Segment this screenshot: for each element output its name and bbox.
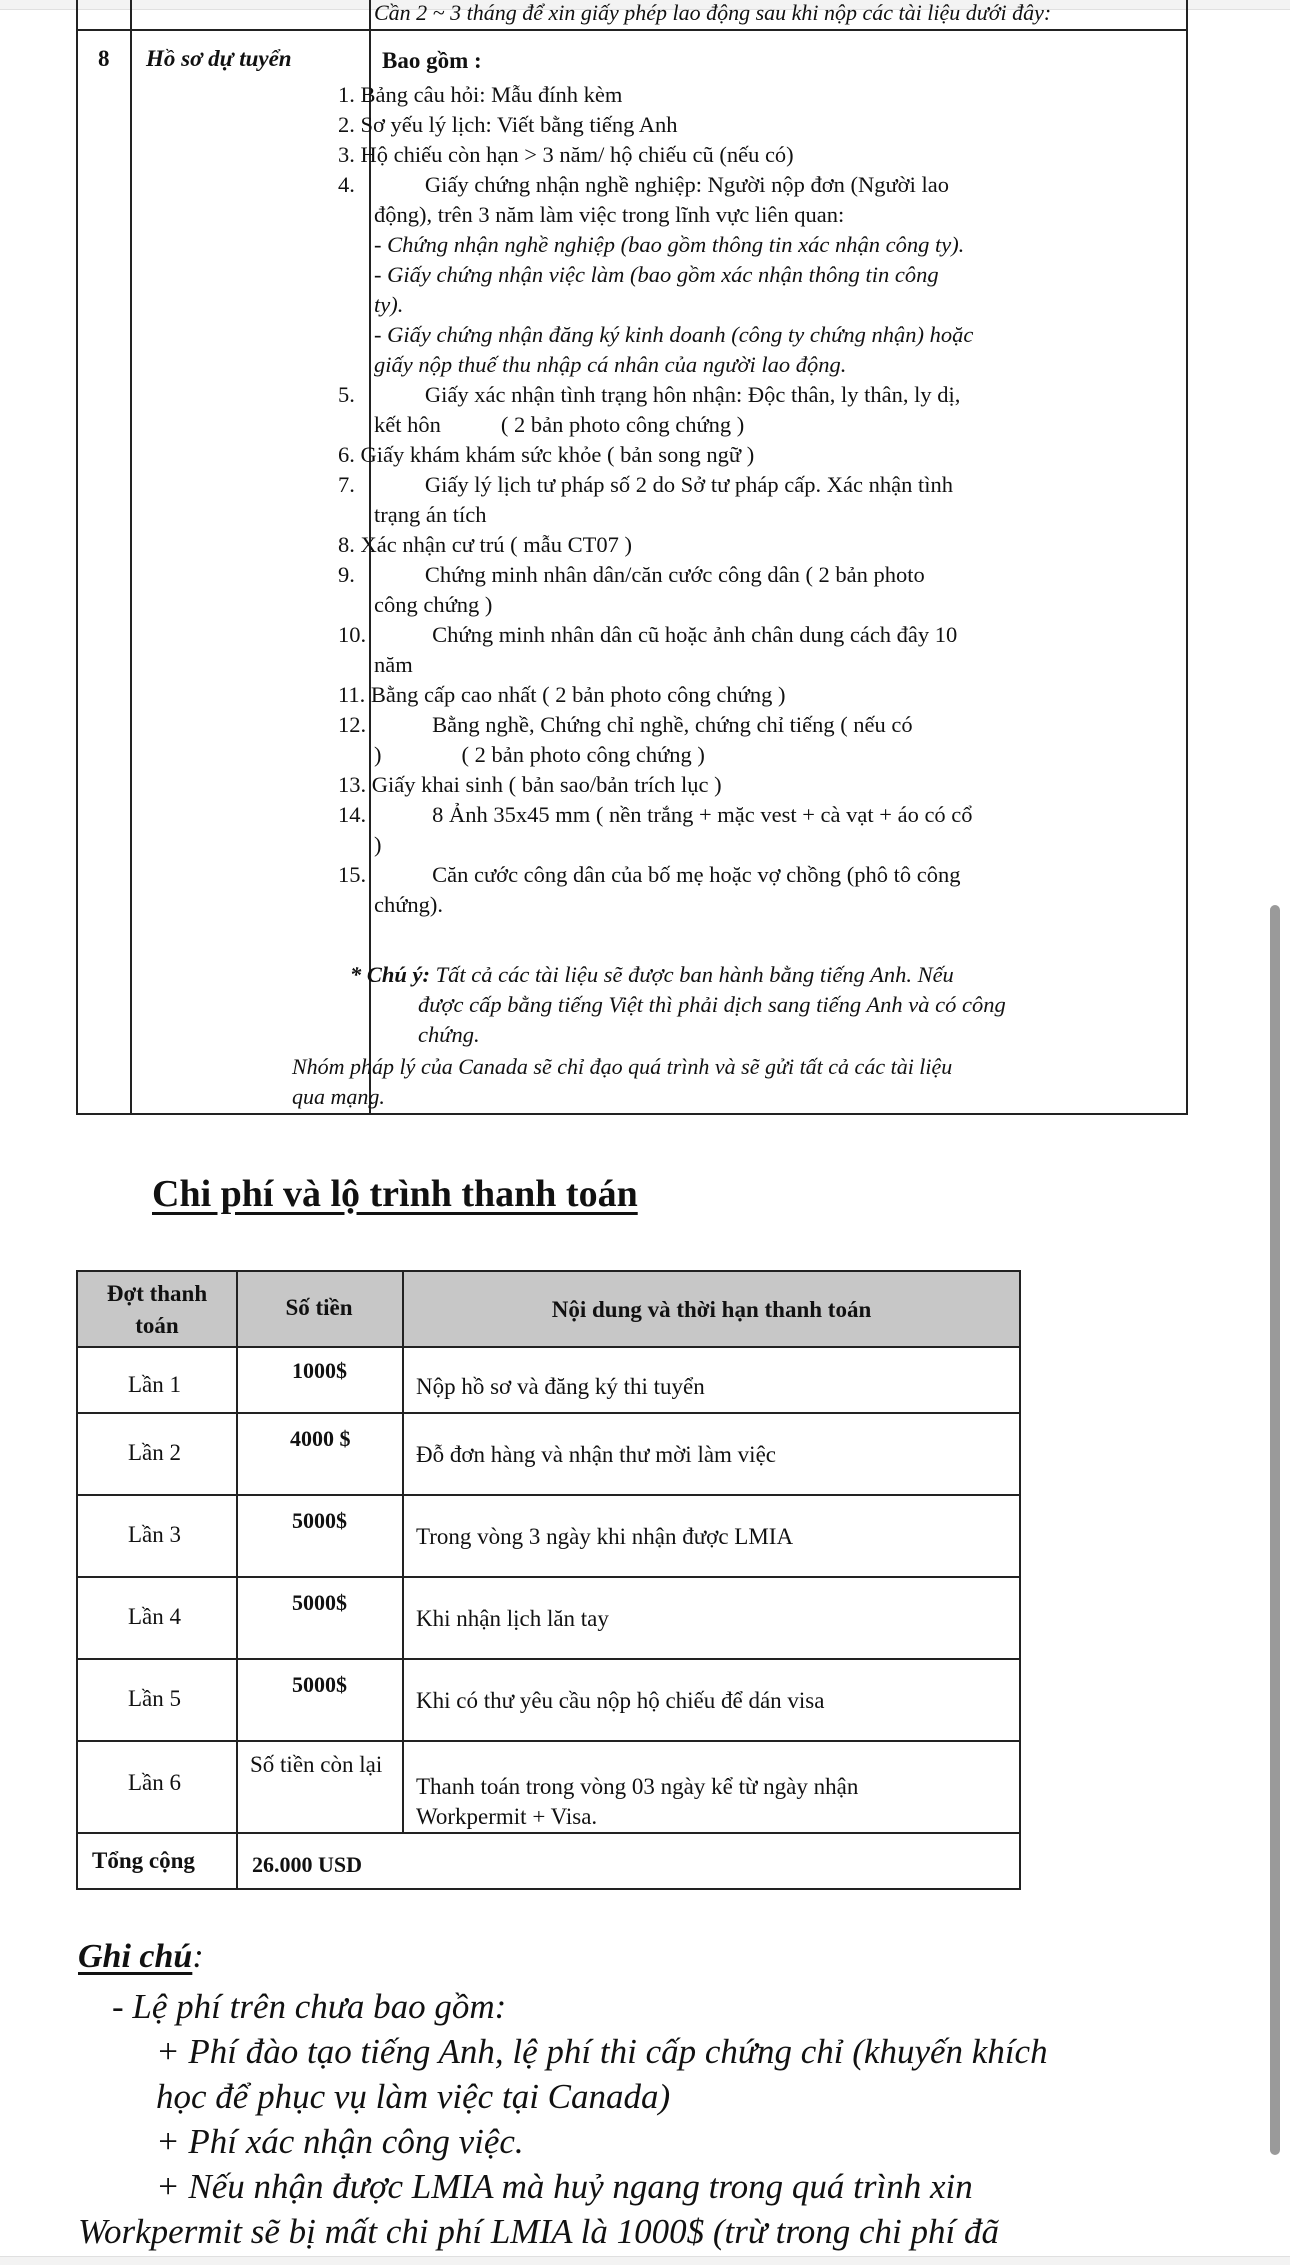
item-text: Giấy lý lịch tư pháp số 2 do Sở tư pháp cấp. Xác nhận tình	[424, 472, 953, 497]
total-label: Tổng cộng	[92, 1848, 195, 1873]
list-item-cont: )	[374, 832, 382, 857]
amount-cell: 5000$	[292, 1508, 347, 1533]
list-subitem: ty).	[374, 292, 404, 317]
list-item	[338, 560, 1098, 590]
list-item	[338, 470, 1098, 500]
amount-cell: 4000 $	[290, 1426, 351, 1451]
list-item: 11. Bằng cấp cao nhất ( 2 bản photo công chứng )	[338, 682, 786, 707]
amount-cell: Số tiền còn lại	[250, 1752, 383, 1777]
content-cell	[416, 1772, 858, 1832]
payment-table	[76, 1270, 1021, 1890]
note-text: được cấp bằng tiếng Việt thì phải dịch sang tiếng Anh và có công	[418, 992, 1006, 1017]
notes-label-text: Ghi chú	[78, 1938, 193, 1975]
table-divider	[78, 1494, 1019, 1496]
item-text: Chứng minh nhân dân/căn cước công dân ( 2 bản photo	[424, 562, 925, 587]
table-divider	[78, 1576, 1019, 1578]
period-cell: Lần 2	[128, 1440, 182, 1465]
item-text: Căn cước công dân của bố mẹ hoặc vợ chồng (phô tô công	[432, 862, 961, 887]
previous-row-text: Cần 2 ~ 3 tháng để xin giấy phép lao động sau khi nộp các tài liệu dưới đây:	[374, 0, 1052, 25]
list-item-cont: chứng).	[374, 892, 444, 917]
list-item-cont: trạng án tích	[374, 502, 487, 527]
item-number: 12.	[338, 712, 367, 737]
list-item: 8. Xác nhận cư trú ( mẫu CT07 )	[338, 532, 632, 557]
item-text: ( 2 bản photo công chứng )	[461, 742, 705, 767]
canada-note-line: qua mạng.	[292, 1084, 385, 1109]
payment-heading: Chi phí và lộ trình thanh toán	[152, 1173, 638, 1215]
item-text: Chứng minh nhân dân cũ hoặc ảnh chân dung cách đây 10	[432, 622, 958, 647]
content-cell: Khi nhận lịch lăn tay	[416, 1606, 609, 1631]
table-divider	[78, 29, 369, 31]
note-line: + Nếu nhận được LMIA mà huỷ ngang trong quá trình xin	[156, 2167, 973, 2206]
list-item-cont: động), trên 3 năm làm việc trong lĩnh vực liên quan:	[374, 202, 845, 227]
item-number: 15.	[338, 862, 367, 887]
note-line: - Lệ phí trên chưa bao gồm:	[112, 1987, 507, 2026]
note-text: chứng.	[418, 1022, 480, 1047]
document-list	[338, 80, 1098, 920]
total-value: 26.000 USD	[252, 1852, 363, 1877]
list-item	[338, 170, 1098, 200]
list-item-cont	[338, 740, 1098, 770]
content-cell: Đỗ đơn hàng và nhận thư mời làm việc	[416, 1442, 776, 1467]
vertical-scrollbar[interactable]	[1270, 905, 1280, 2155]
item-number: 14.	[338, 802, 367, 827]
list-item-cont	[338, 410, 1098, 440]
table-divider	[78, 1832, 1019, 1834]
header-text: toán	[135, 1313, 179, 1338]
notes-list	[78, 1984, 1192, 2254]
note-label: * Chú ý:	[350, 962, 431, 987]
list-item	[338, 620, 1098, 650]
period-cell: Lần 6	[128, 1770, 182, 1795]
list-item: 13. Giấy khai sinh ( bản sao/bản trích lục )	[338, 772, 722, 797]
notes-colon: :	[192, 1938, 204, 1975]
row-number: 8	[98, 46, 110, 71]
content-text: Workpermit + Visa.	[416, 1804, 598, 1829]
table-divider	[78, 1412, 1019, 1414]
list-subitem: giấy nộp thuế thu nhập cá nhân của người lao động.	[374, 352, 847, 377]
item-text: ( 2 bản photo công chứng )	[500, 412, 745, 437]
note-line: + Phí xác nhận công việc.	[156, 2122, 524, 2161]
canada-note-line: Nhóm pháp lý của Canada sẽ chỉ đạo quá trình và sẽ gửi tất cả các tài liệu	[292, 1054, 953, 1079]
period-cell: Lần 4	[128, 1604, 182, 1629]
header-text: Đợt thanh	[106, 1281, 208, 1306]
table-divider	[402, 1272, 404, 1834]
period-cell: Lần 5	[128, 1686, 182, 1711]
content-text: Thanh toán trong vòng 03 ngày kể từ ngày nhận	[416, 1774, 859, 1799]
header-content: Nội dung và thời hạn thanh toán	[551, 1297, 872, 1322]
list-subitem: - Chứng nhận nghề nghiệp (bao gồm thông tin xác nhận công ty).	[374, 232, 965, 257]
period-cell: Lần 3	[128, 1522, 182, 1547]
list-item	[338, 710, 1098, 740]
header-amount: Số tiền	[285, 1295, 353, 1320]
item-number: 4.	[338, 172, 355, 197]
list-item-cont: năm	[374, 652, 413, 677]
table-divider	[369, 29, 1186, 31]
list-item: 3. Hộ chiếu còn hạn > 3 năm/ hộ chiếu cũ (nếu có)	[338, 142, 794, 167]
note-text: Tất cả các tài liệu sẽ được ban hành bằng tiếng Anh. Nếu	[435, 962, 954, 987]
includes-label: Bao gồm :	[382, 48, 482, 73]
item-text: Bằng nghề, Chứng chỉ nghề, chứng chỉ tiếng ( nếu có	[432, 712, 913, 737]
note-line: học để phục vụ làm việc tại Canada)	[156, 2077, 671, 2116]
row-title: Hồ sơ dự tuyển	[146, 46, 292, 71]
list-item	[338, 860, 1098, 890]
content-cell: Trong vòng 3 ngày khi nhận được LMIA	[416, 1524, 794, 1549]
item-text: Giấy chứng nhận nghề nghiệp: Người nộp đơn (Người lao	[424, 172, 949, 197]
content-cell: Nộp hồ sơ và đăng ký thi tuyển	[416, 1374, 705, 1399]
list-item-cont: công chứng )	[374, 592, 493, 617]
amount-cell: 5000$	[292, 1672, 347, 1697]
table-divider	[130, 0, 132, 1113]
table-divider	[236, 1272, 238, 1888]
item-text: 8 Ảnh 35x45 mm ( nền trắng + mặc vest + cà vạt + áo có cổ	[432, 802, 973, 827]
item-text: )	[374, 742, 382, 767]
content-cell: Khi có thư yêu cầu nộp hộ chiếu để dán visa	[416, 1688, 825, 1713]
list-item: 6. Giấy khám khám sức khỏe ( bản song ngữ )	[338, 442, 755, 467]
amount-cell: 5000$	[292, 1590, 347, 1615]
notes-label	[78, 1938, 204, 1976]
item-text: Giấy xác nhận tình trạng hôn nhận: Độc thân, ly thân, ly dị,	[424, 382, 961, 407]
note-line: + Phí đào tạo tiếng Anh, lệ phí thi cấp chứng chỉ (khuyến khích	[156, 2032, 1048, 2071]
item-number: 10.	[338, 622, 367, 647]
list-item: 1. Bảng câu hỏi: Mẫu đính kèm	[338, 82, 623, 107]
period-cell: Lần 1	[128, 1372, 182, 1397]
attention-note	[350, 960, 1100, 1050]
item-number: 5.	[338, 382, 355, 407]
amount-cell: 1000$	[292, 1358, 347, 1383]
canada-note	[292, 1052, 1112, 1112]
list-subitem: - Giấy chứng nhận đăng ký kinh doanh (công ty chứng nhận) hoặc	[374, 322, 974, 347]
note-line: Workpermit sẽ bị mất chi phí LMIA là 1000$ (trừ trong chi phí đã	[78, 2212, 999, 2251]
list-item: 2. Sơ yếu lý lịch: Viết bằng tiếng Anh	[338, 112, 678, 137]
list-item	[338, 800, 1098, 830]
table-divider	[78, 1740, 1019, 1742]
list-item	[338, 380, 1098, 410]
item-number: 9.	[338, 562, 355, 587]
list-subitem: - Giấy chứng nhận việc làm (bao gồm xác nhận thông tin công	[374, 262, 939, 287]
item-text: kết hôn	[374, 412, 441, 437]
item-number: 7.	[338, 472, 355, 497]
table-divider	[78, 1658, 1019, 1660]
header-period	[78, 1278, 236, 1342]
